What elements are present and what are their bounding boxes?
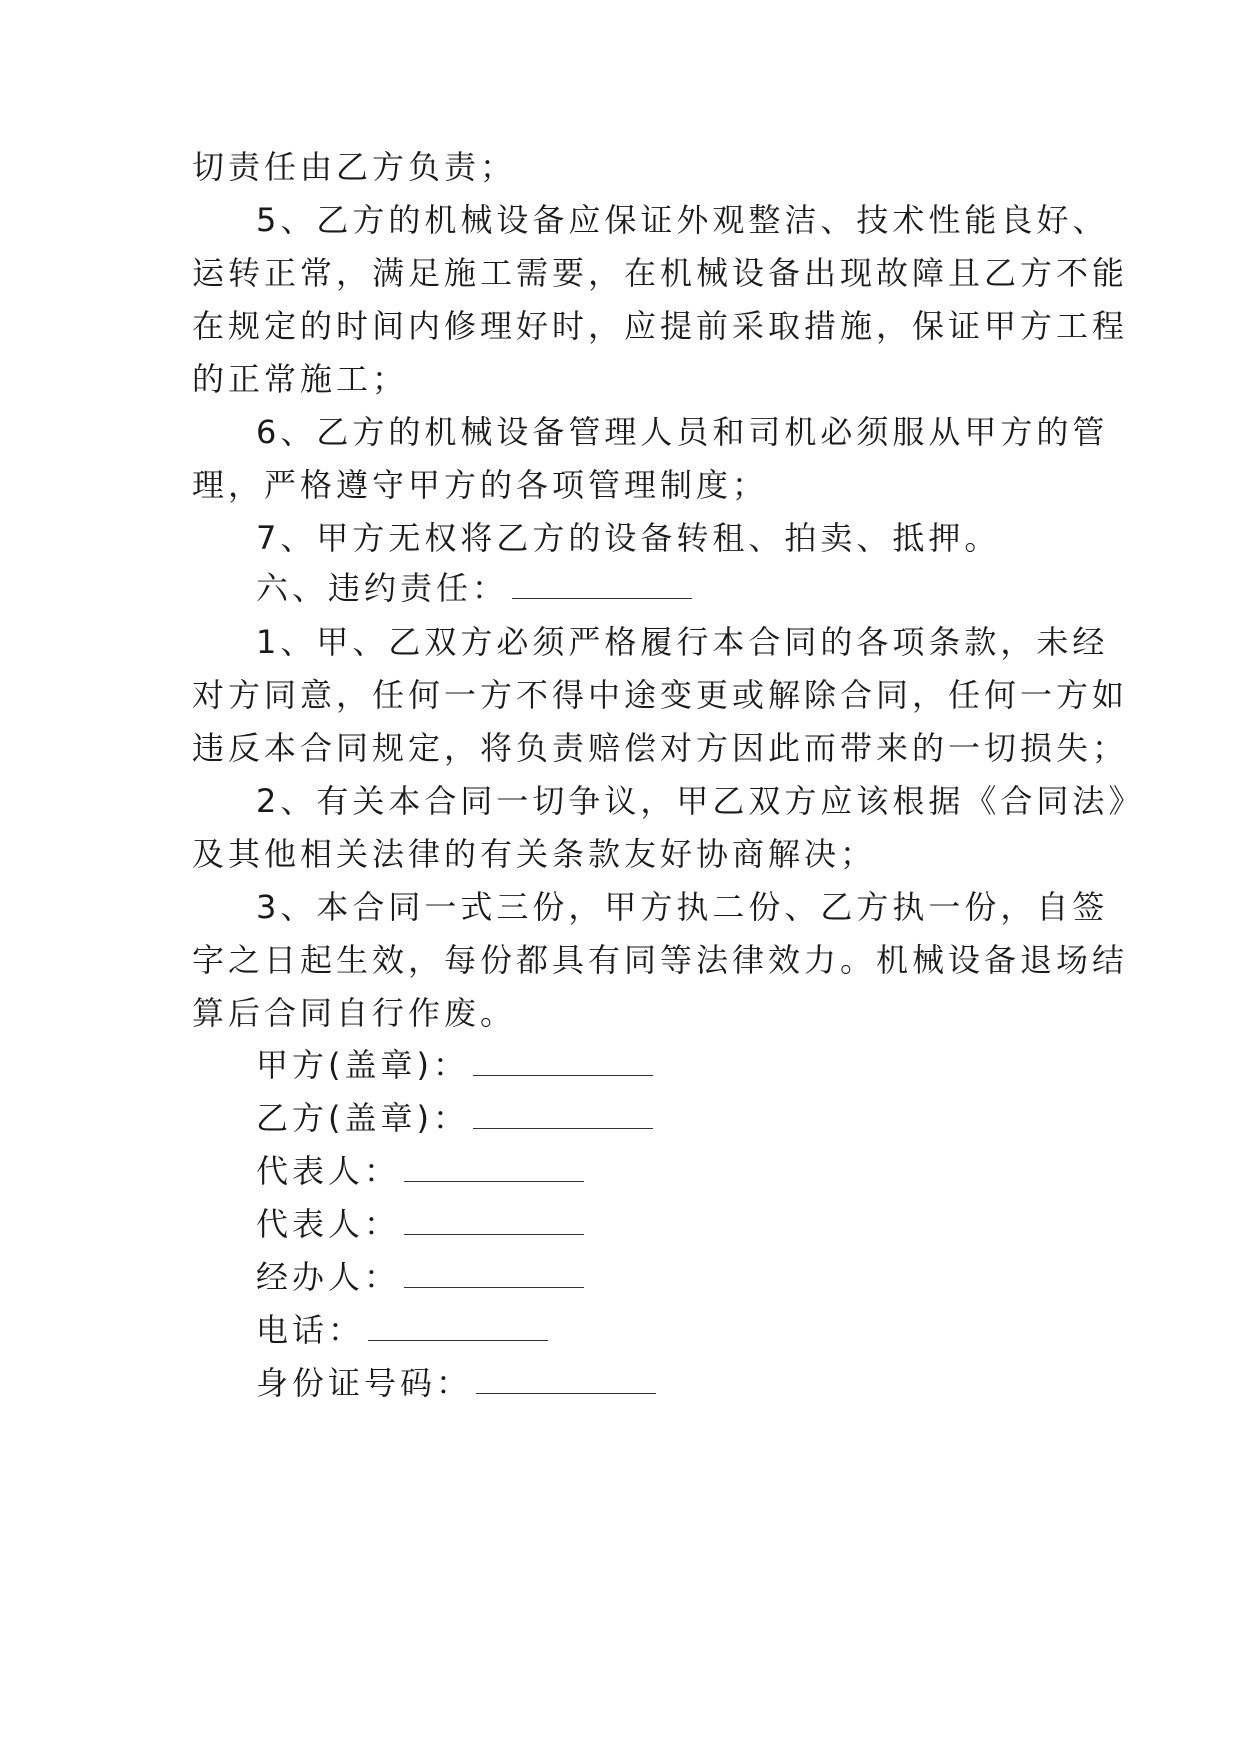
line-text: 7、甲方无权将乙方的设备转租、拍卖、抵押。 — [256, 519, 1001, 557]
signature-field-representative — [256, 1141, 584, 1201]
paragraph-line — [192, 983, 516, 1043]
paragraph-line — [256, 877, 1108, 937]
line-text: 在规定的时间内修理好时，应提前采取措施，保证甲方工程 — [192, 307, 1129, 345]
line-text: 的正常施工； — [192, 360, 409, 398]
paragraph-line — [256, 771, 1144, 831]
line-text: 2、有关本合同一切争议，甲乙双方应该根据《合同法》 — [256, 782, 1145, 820]
paragraph-line — [192, 296, 1128, 356]
signature-blank — [368, 1320, 548, 1341]
signature-blank — [473, 1108, 653, 1129]
signature-field-party-a — [256, 1035, 653, 1095]
paragraph-line — [256, 402, 1108, 462]
signature-blank — [404, 1161, 584, 1182]
line-text: 及其他相关法律的有关条款友好协商解决； — [192, 835, 877, 873]
blank-line — [512, 578, 692, 599]
field-label: 代表人： — [256, 1152, 401, 1190]
line-text: 1、甲、乙双方必须严格履行本合同的各项条款，未经 — [256, 623, 1109, 661]
line-text: 6、乙方的机械设备管理人员和司机必须服从甲方的管 — [256, 413, 1109, 451]
heading-text: 六、违约责任： — [256, 569, 509, 607]
paragraph-line — [192, 137, 516, 197]
paragraph-line — [192, 824, 876, 884]
paragraph-line — [192, 930, 1128, 990]
line-text: 5、乙方的机械设备应保证外观整洁、技术性能良好、 — [256, 201, 1109, 239]
line-text: 算后合同自行作废。 — [192, 994, 517, 1032]
paragraph-line — [192, 665, 1128, 725]
field-label: 身份证号码： — [256, 1364, 473, 1402]
signature-field-party-b — [256, 1088, 653, 1148]
line-text: 3、本合同一式三份，甲方执二份、乙方执一份，自签 — [256, 888, 1109, 926]
signature-blank — [404, 1267, 584, 1288]
paragraph-line — [256, 612, 1108, 672]
signature-blank — [404, 1214, 584, 1235]
paragraph-line — [192, 349, 408, 409]
field-label: 代表人： — [256, 1205, 401, 1243]
line-text: 违反本合同规定，将负责赔偿对方因此而带来的一切损失； — [192, 729, 1129, 767]
paragraph-line — [192, 455, 768, 515]
section-heading — [256, 558, 692, 618]
paragraph-line — [192, 718, 1128, 778]
line-text: 理，严格遵守甲方的各项管理制度； — [192, 466, 769, 504]
signature-field-representative — [256, 1194, 584, 1254]
signature-blank — [473, 1055, 653, 1076]
paragraph-line — [256, 190, 1108, 250]
signature-blank — [476, 1373, 656, 1394]
line-text: 运转正常，满足施工需要，在机械设备出现故障且乙方不能 — [192, 254, 1129, 292]
paragraph-line — [192, 243, 1128, 303]
line-text: 对方同意，任何一方不得中途变更或解除合同，任何一方如 — [192, 676, 1129, 714]
field-label: 电话： — [256, 1311, 365, 1349]
field-label: 乙方(盖章)： — [256, 1099, 469, 1137]
signature-field-phone — [256, 1300, 548, 1360]
field-label: 甲方(盖章)： — [256, 1046, 469, 1084]
line-text: 切责任由乙方负责； — [192, 148, 517, 186]
signature-field-handler — [256, 1247, 584, 1307]
signature-field-id-number — [256, 1353, 656, 1413]
field-label: 经办人： — [256, 1258, 401, 1296]
line-text: 字之日起生效，每份都具有同等法律效力。机械设备退场结 — [192, 941, 1129, 979]
